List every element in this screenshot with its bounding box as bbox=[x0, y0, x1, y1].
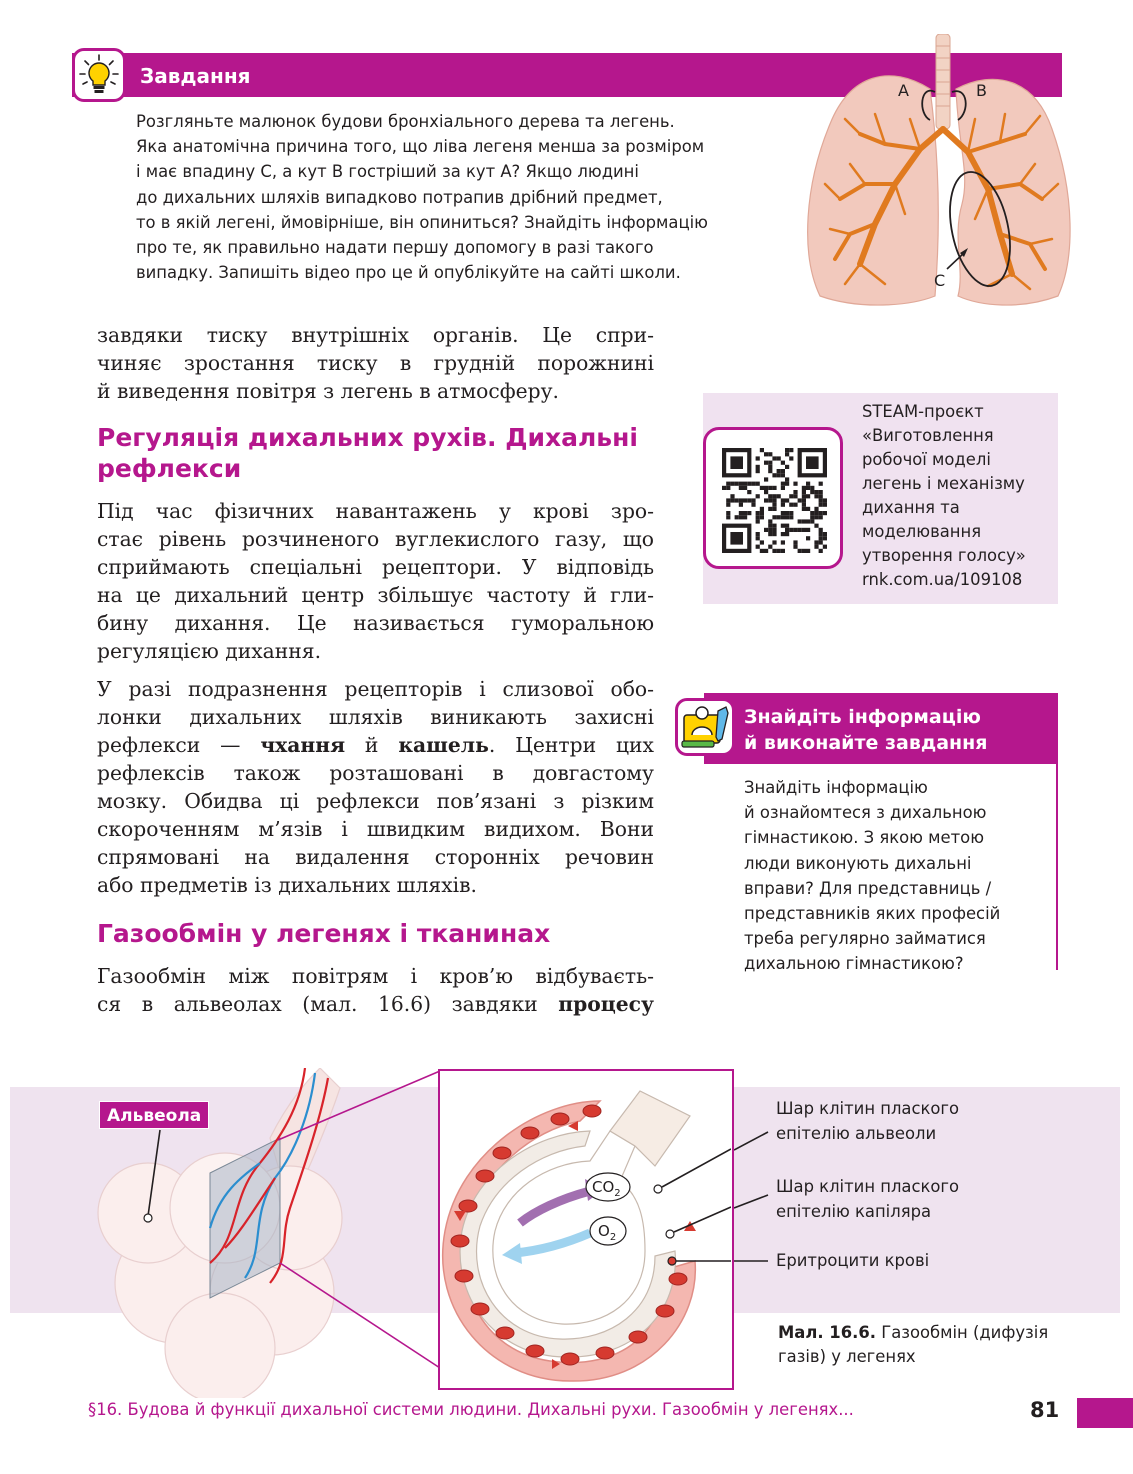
lung-label-b: B bbox=[976, 81, 987, 100]
text-line: бину дихання. Це називається гуморальною bbox=[97, 611, 654, 635]
text-line: скороченням м’язів і швидким видихом. Вони bbox=[97, 817, 654, 841]
label-erythrocytes: Еритроцити крові bbox=[776, 1251, 930, 1270]
figure-caption bbox=[778, 1321, 1068, 1369]
text-line: регуляцією дихання. bbox=[97, 639, 322, 663]
alveola-tag: Альвеола bbox=[99, 1101, 209, 1129]
task-line: і має впадину С, а кут В гостріший за кут А? Якщо людині bbox=[136, 162, 639, 182]
alveolus-cross-section-inset bbox=[438, 1069, 734, 1390]
find-info-text bbox=[744, 775, 1044, 977]
lightbulb-icon bbox=[72, 48, 126, 102]
lung-label-a: A bbox=[898, 81, 909, 100]
text-run: рефлекси — bbox=[97, 733, 261, 757]
caption-line: газів) у легенях bbox=[778, 1347, 916, 1366]
footer-accent-bar bbox=[1077, 1398, 1133, 1428]
find-line: вправи? Для представниць / bbox=[744, 878, 992, 898]
steam-line: дихання та bbox=[862, 498, 960, 517]
find-line: люди виконують дихальні bbox=[744, 853, 972, 873]
intro-paragraph bbox=[97, 321, 654, 405]
text-run: . Центри цих bbox=[488, 733, 654, 757]
text-line: Газообмін між повітрям і кров’ю відбуваєть- bbox=[97, 964, 654, 988]
text-line: У разі подразнення рецепторів і слизової обо- bbox=[97, 677, 654, 701]
paragraph-protective-reflexes bbox=[97, 675, 654, 899]
term-sneezing: чхання bbox=[260, 733, 346, 757]
text-line: стає рівень розчиненого вуглекислого газу, що bbox=[97, 527, 654, 551]
task-line: до дихальних шляхів випадково потрапив дрібний предмет, bbox=[136, 187, 663, 207]
text-line: спрямовані на видалення сторонніх речовин bbox=[97, 845, 654, 869]
title-line: й виконайте завдання bbox=[744, 732, 988, 754]
caption-number: Мал. 16.6. bbox=[778, 1323, 876, 1342]
caption-line bbox=[778, 1321, 1068, 1345]
bronchial-tree-illustration bbox=[790, 34, 1080, 316]
find-line: Знайдіть інформацію bbox=[744, 778, 928, 797]
text-line: на це дихальний центр збільшує частоту й гли- bbox=[97, 583, 654, 607]
text-line: завдяки тиску внутрішніх органів. Це спри- bbox=[97, 323, 654, 347]
text-run: й bbox=[345, 733, 399, 757]
term-process: процесу bbox=[558, 992, 654, 1016]
running-footer: §16. Будова й функції дихальної системи людини. Дихальні рухи. Газообмін у легенях... bbox=[88, 1400, 854, 1419]
title-line: Знайдіть інформацію bbox=[744, 706, 981, 728]
page-number: 81 bbox=[1030, 1398, 1060, 1422]
text-line: чиняє зростання тиску в грудній порожнині bbox=[97, 351, 654, 375]
lung-label-c: C bbox=[934, 271, 946, 290]
steam-link[interactable]: rnk.com.ua/109108 bbox=[862, 570, 1023, 589]
text-line: або предметів із дихальних шляхів. bbox=[97, 873, 477, 897]
task-line: Розгляньте малюнок будови бронхіального дерева та легень. bbox=[136, 112, 675, 131]
label-line: Шар клітин плаского bbox=[776, 1099, 960, 1118]
heading-breathing-regulation bbox=[97, 422, 697, 484]
heading-line: рефлекси bbox=[97, 454, 242, 483]
o2-subscript: 2 bbox=[609, 1232, 617, 1243]
label-pointer-lines bbox=[734, 1120, 774, 1265]
find-line: треба регулярно займатися bbox=[744, 929, 986, 949]
term-cough: кашель bbox=[398, 733, 489, 757]
text-line: сприймають спеціальні рецептори. У відповідь bbox=[97, 555, 654, 579]
steam-project-text bbox=[862, 400, 1052, 592]
steam-line: моделювання bbox=[862, 522, 982, 541]
task-title: Завдання bbox=[140, 64, 251, 88]
steam-line: STEAM-проєкт bbox=[862, 402, 984, 421]
text-line: й виведення повітря з легень в атмосферу. bbox=[97, 379, 559, 403]
label-line: Шар клітин плаского bbox=[776, 1177, 960, 1196]
co2-subscript: 2 bbox=[614, 1188, 621, 1199]
steam-line: утворення голосу» bbox=[862, 546, 1026, 565]
label-line: епітелію альвеоли bbox=[776, 1124, 937, 1143]
label-alveolar-epithelium bbox=[776, 1096, 959, 1146]
heading-line: Регуляція дихальних рухів. Дихальні bbox=[97, 423, 638, 452]
steam-line: робочої моделі bbox=[862, 450, 991, 469]
find-line: гімнастикою. З якою метою bbox=[744, 828, 984, 848]
text-line: рефлексів також розташовані в довгастому bbox=[97, 761, 654, 785]
find-info-side-rule bbox=[1056, 764, 1058, 970]
task-line: про те, як правильно надати першу допомогу в разі такого bbox=[136, 238, 654, 258]
text-line bbox=[97, 990, 654, 1018]
steam-line: легень і механізму bbox=[862, 474, 1025, 493]
text-line bbox=[97, 731, 654, 759]
label-line: епітелію капіляра bbox=[776, 1202, 932, 1221]
task-line: випадку. Запишіть відео про це й опублікуйте на сайті школи. bbox=[136, 263, 681, 283]
text-run: ся в альвеолах (мал. 16.6) завдяки bbox=[97, 992, 559, 1016]
task-line: то в якій легені, ймовірніше, він опиниться? Знайдіть інформацію bbox=[136, 212, 708, 232]
co2-label: CO bbox=[592, 1178, 615, 1196]
task-text bbox=[136, 109, 776, 285]
find-line: й ознайомтеся з дихальною bbox=[744, 803, 987, 823]
label-capillary-epithelium bbox=[776, 1174, 959, 1224]
o2-label: O bbox=[598, 1222, 610, 1240]
text-line: Під час фізичних навантажень у крові зро- bbox=[97, 499, 654, 523]
text-line: лонки дихальних шляхів виникають захисні bbox=[97, 705, 654, 729]
find-line: дихальною гімнастикою? bbox=[744, 954, 964, 974]
qr-code[interactable] bbox=[703, 427, 843, 569]
find-line: представників яких професій bbox=[744, 904, 1001, 924]
paragraph-gas-exchange bbox=[97, 962, 654, 1018]
heading-gas-exchange: Газообмін у легенях і тканинах bbox=[97, 919, 551, 948]
steam-line: «Виготовлення bbox=[862, 426, 994, 445]
task-line: Яка анатомічна причина того, що ліва легеня менша за розміром bbox=[136, 137, 705, 157]
caption-text: Газообмін (дифузія bbox=[875, 1323, 1049, 1342]
research-task-icon bbox=[675, 698, 735, 756]
find-info-title bbox=[744, 704, 1044, 756]
text-line: мозку. Обидва ці рефлекси пов’язані з різким bbox=[97, 789, 654, 813]
paragraph-humoral-regulation bbox=[97, 497, 654, 665]
